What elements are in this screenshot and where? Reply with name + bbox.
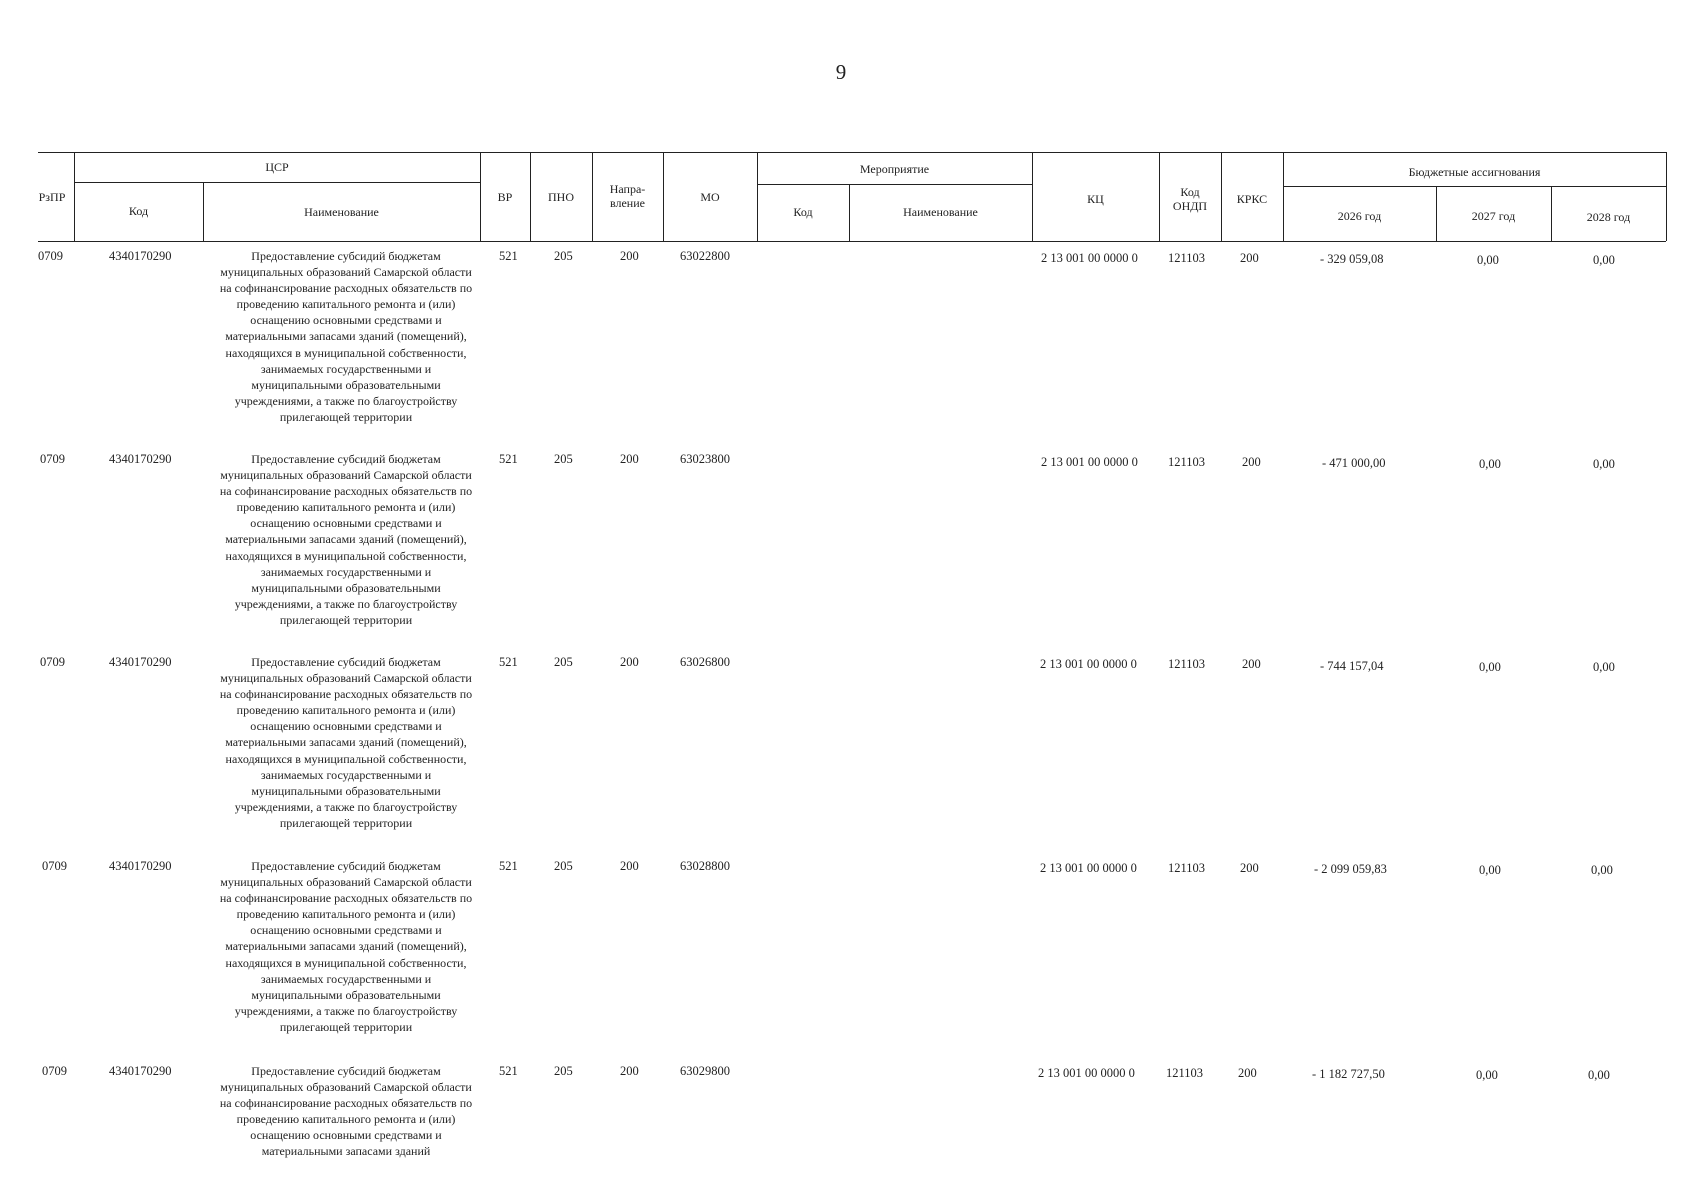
cell-2026: - 471 000,00 — [1322, 456, 1386, 470]
header-direction: Напра- вление — [609, 182, 646, 210]
cell-2026: - 329 059,08 — [1320, 252, 1384, 266]
header-year-2027: 2027 год — [1471, 209, 1516, 223]
header-csr-code: Код — [128, 204, 149, 218]
cell-pno: 205 — [554, 1064, 573, 1078]
cell-csr-code: 4340170290 — [109, 1064, 172, 1078]
cell-direction: 200 — [620, 859, 639, 873]
cell-csr-name: Предоставление субсидий бюджетам муниципальных образований Самарской области на софинансирование расходных обязательств по проведению капитального ремонта и (или) оснащению основными средствами и материальными запасами зданий — [219, 1064, 473, 1159]
cell-2028: 0,00 — [1588, 1068, 1610, 1082]
cell-2027: 0,00 — [1477, 253, 1499, 267]
cell-krks: 200 — [1240, 251, 1259, 265]
cell-krks: 200 — [1242, 657, 1261, 671]
cell-direction: 200 — [620, 655, 639, 669]
cell-ondp: 121103 — [1168, 861, 1206, 875]
cell-pno: 205 — [554, 655, 573, 669]
cell-pno: 205 — [554, 452, 573, 466]
cell-2028: 0,00 — [1593, 660, 1615, 674]
header-mo: МО — [700, 190, 720, 204]
cell-csr-code: 4340170290 — [109, 655, 172, 669]
cell-kc: 2 13 001 00 0000 0 — [1040, 657, 1137, 671]
cell-ondp: 121103 — [1168, 251, 1206, 265]
cell-rzpr: 0709 — [42, 859, 67, 873]
page-number: 9 — [835, 60, 847, 84]
header-krks: КРКС — [1236, 192, 1268, 206]
cell-2027: 0,00 — [1479, 660, 1501, 674]
cell-ondp: 121103 — [1168, 455, 1206, 469]
cell-2027: 0,00 — [1476, 1068, 1498, 1082]
cell-krks: 200 — [1240, 861, 1259, 875]
cell-csr-name: Предоставление субсидий бюджетам муниципальных образований Самарской области на софинансирование расходных обязательств по проведению капитального ремонта и (или) оснащению основными средствами и материальными запасами зданий (помещений), находящихся в муниципальной собственности, занимаемых государственными и муниципальными образовательными учреждениями, а также по благоустройству прилегающей территории — [219, 859, 473, 1034]
cell-vr: 521 — [499, 1064, 518, 1078]
cell-2026: - 1 182 727,50 — [1312, 1067, 1385, 1081]
cell-csr-code: 4340170290 — [109, 452, 172, 466]
header-rzpr: РзПР — [38, 190, 66, 204]
header-pno: ПНО — [548, 190, 574, 204]
cell-csr-name: Предоставление субсидий бюджетам муниципальных образований Самарской области на софинансирование расходных обязательств по проведению капитального ремонта и (или) оснащению основными средствами и материальными запасами зданий (помещений), находящихся в муниципальной собственности, занимаемых государственными и муниципальными образовательными учреждениями, а также по благоустройству прилегающей территории — [219, 249, 473, 424]
cell-mo: 63028800 — [680, 859, 730, 873]
cell-vr: 521 — [499, 452, 518, 466]
header-year-2028: 2028 год — [1586, 210, 1631, 224]
cell-csr-code: 4340170290 — [109, 249, 172, 263]
header-kc: КЦ — [1087, 192, 1104, 206]
cell-krks: 200 — [1242, 455, 1261, 469]
cell-kc: 2 13 001 00 0000 0 — [1038, 1066, 1135, 1080]
cell-pno: 205 — [554, 249, 573, 263]
cell-mo: 63023800 — [680, 452, 730, 466]
cell-pno: 205 — [554, 859, 573, 873]
header-ondp: Код ОНДП — [1172, 185, 1208, 213]
header-vr: ВР — [497, 190, 513, 204]
cell-rzpr: 0709 — [40, 452, 65, 466]
cell-direction: 200 — [620, 452, 639, 466]
cell-vr: 521 — [499, 859, 518, 873]
cell-2028: 0,00 — [1593, 457, 1615, 471]
cell-krks: 200 — [1238, 1066, 1257, 1080]
cell-kc: 2 13 001 00 0000 0 — [1041, 455, 1138, 469]
header-budget: Бюджетные ассигнования — [1408, 165, 1541, 179]
cell-vr: 521 — [499, 655, 518, 669]
cell-kc: 2 13 001 00 0000 0 — [1041, 251, 1138, 265]
cell-vr: 521 — [499, 249, 518, 263]
cell-csr-name: Предоставление субсидий бюджетам муниципальных образований Самарской области на софинансирование расходных обязательств по проведению капитального ремонта и (или) оснащению основными средствами и материальными запасами зданий (помещений), находящихся в муниципальной собственности, занимаемых государственными и муниципальными образовательными учреждениями, а также по благоустройству прилегающей территории — [219, 452, 473, 627]
cell-2028: 0,00 — [1591, 863, 1613, 877]
cell-rzpr: 0709 — [40, 655, 65, 669]
cell-csr-name: Предоставление субсидий бюджетам муниципальных образований Самарской области на софинансирование расходных обязательств по проведению капитального ремонта и (или) оснащению основными средствами и материальными запасами зданий (помещений), находящихся в муниципальной собственности, занимаемых государственными и муниципальными образовательными учреждениями, а также по благоустройству прилегающей территории — [219, 655, 473, 830]
header-event: Мероприятие — [859, 162, 930, 176]
cell-2027: 0,00 — [1479, 863, 1501, 877]
cell-direction: 200 — [620, 249, 639, 263]
header-csr-name: Наименование — [304, 205, 379, 219]
cell-ondp: 121103 — [1166, 1066, 1204, 1080]
header-bottom-line — [38, 241, 1666, 242]
cell-kc: 2 13 001 00 0000 0 — [1040, 861, 1137, 875]
cell-rzpr: 0709 — [38, 249, 63, 263]
header-mid-line-csr — [74, 182, 480, 183]
cell-2026: - 2 099 059,83 — [1314, 862, 1387, 876]
header-year-2026: 2026 год — [1337, 209, 1382, 223]
header-event-code: Код — [793, 205, 813, 219]
cell-mo: 63026800 — [680, 655, 730, 669]
cell-mo: 63029800 — [680, 1064, 730, 1078]
header-mid-line-event — [757, 184, 1032, 185]
cell-2028: 0,00 — [1593, 253, 1615, 267]
cell-direction: 200 — [620, 1064, 639, 1078]
cell-csr-code: 4340170290 — [109, 859, 172, 873]
cell-2026: - 744 157,04 — [1320, 659, 1384, 673]
cell-ondp: 121103 — [1168, 657, 1206, 671]
cell-2027: 0,00 — [1479, 457, 1501, 471]
cell-mo: 63022800 — [680, 249, 730, 263]
header-vline — [1666, 152, 1667, 241]
header-csr: ЦСР — [265, 160, 289, 174]
cell-rzpr: 0709 — [42, 1064, 67, 1078]
header-event-name: Наименование — [903, 205, 978, 219]
